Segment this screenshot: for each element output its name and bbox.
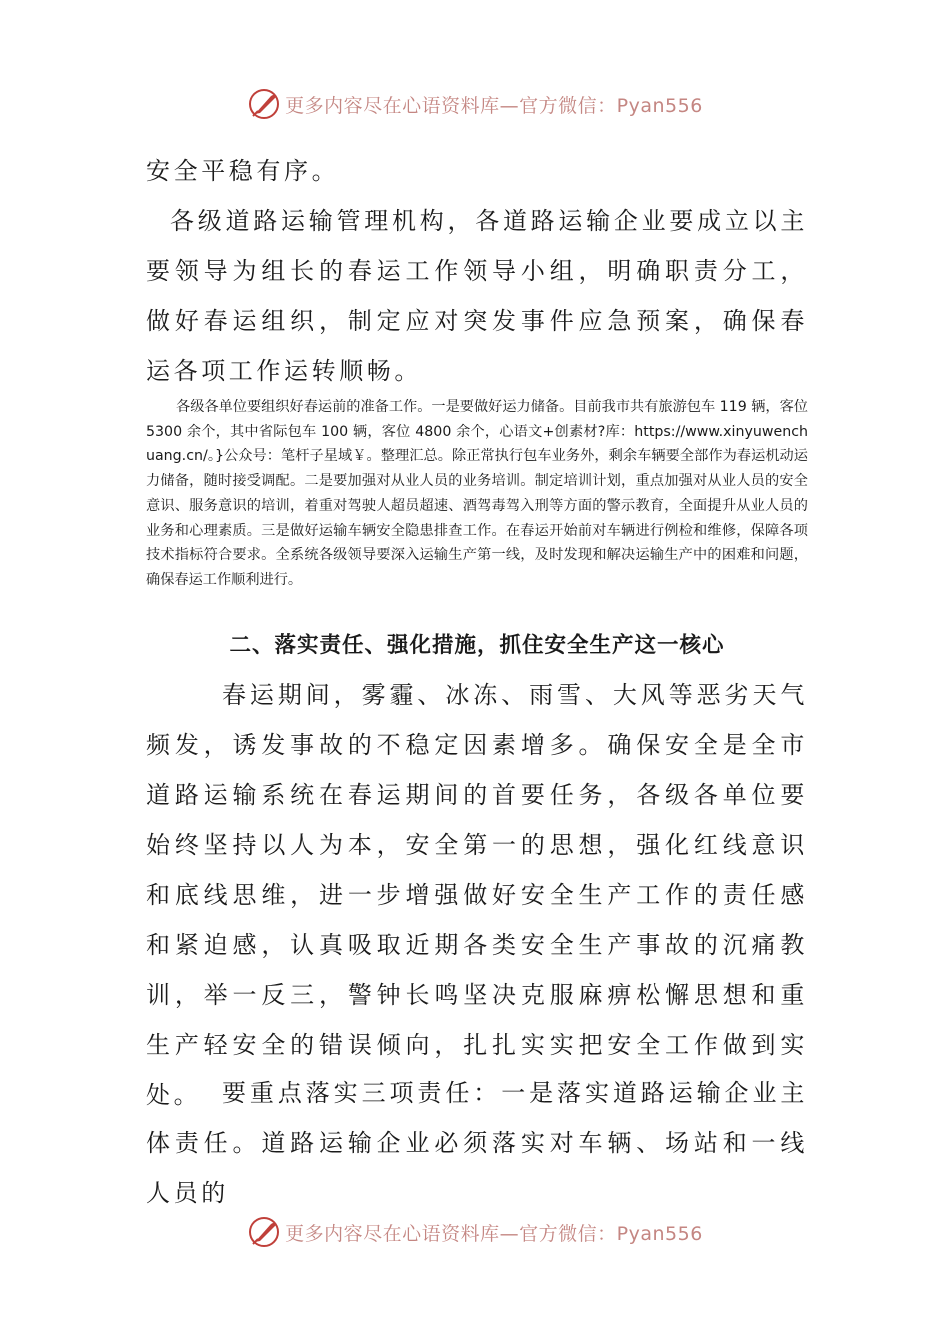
body-paragraph-1: 安全平稳有序。	[146, 157, 340, 185]
body-paragraph-3: 各级各单位要组织好春运前的准备工作。一是要做好运力储备。目前我市共有旅游包车 119 辆，客位 5300 余个，其中省际包车 100 辆，客位 4800 余个，心语文+创素材?库：https://www.xinyuwenchuang.cn/。}公众号：笔杆子星域￥。整理汇总。除正常执行包车业务外，剩余车辆要全部作为春运机动运力储备，随时接受调配。二是要加强对从业人员的业务培训。制定培训计划，重点加强对从业人员的安全意识、服务意识的培训，着重对驾驶人超员超速、酒驾毒驾入刑等方面的警示教育，全面提升从业人员的业务和心理素质。三是做好运输车辆安全隐患排查工作。在春运开始前对车辆进行例检和维修，保障各项技术指标符合要求。全系统各级领导要深入运输生产第一线，及时发现和解决运输生产中的困难和问题，确保春运工作顺利进行。	[146, 399, 808, 588]
footer-banner	[0, 1212, 950, 1252]
quill-logo-icon	[247, 1215, 281, 1249]
quill-logo-icon	[247, 87, 281, 121]
banner-text: 更多内容尽在心语资料库—官方微信：Pyan556	[285, 94, 703, 117]
banner-text: 更多内容尽在心语资料库—官方微信：Pyan556	[285, 1222, 703, 1245]
body-paragraph-2: 各级道路运输管理机构，各道路运输企业要成立以主要领导为组长的春运工作领导小组，明确职责分工，做好春运组织，制定应对突发事件应急预案，确保春运各项工作运转顺畅。	[146, 207, 808, 385]
body-paragraph-4: 春运期间，雾霾、冰冻、雨雪、大风等恶劣天气频发，诱发事故的不稳定因素增多。确保安全是全市道路运输系统在春运期间的首要任务，各级各单位要始终坚持以人为本，安全第一的思想，强化红线意识和底线思维，进一步增强做好安全生产工作的责任感和紧迫感，认真吸取近期各类安全生产事故的沉痛教训，举一反三，警钟长鸣坚决克服麻痹松懈思想和重生产轻安全的错误倾向，扎扎实实把安全工作做到实处。	[146, 681, 808, 1109]
header-banner	[0, 84, 950, 124]
section-heading: 二、落实责任、强化措施，抓住安全生产这一核心	[229, 633, 725, 658]
body-paragraph-5: 要重点落实三项责任：一是落实道路运输企业主体责任。道路运输企业必须落实对车辆、场站和一线人员的	[146, 1079, 808, 1207]
